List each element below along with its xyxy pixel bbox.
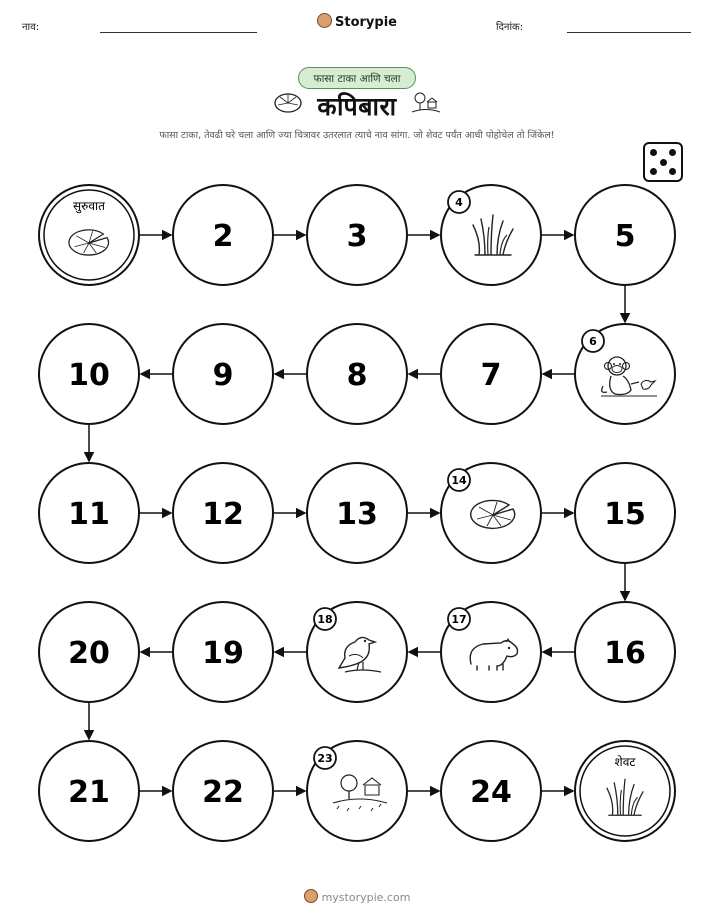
- space-number: 21: [68, 775, 110, 810]
- space-number: 13: [336, 497, 378, 532]
- space-number: 10: [68, 358, 110, 393]
- space-number: 22: [202, 775, 244, 810]
- game-tag: फासा टाका आणि चला: [298, 67, 416, 89]
- space-number: 16: [604, 636, 646, 671]
- space-number: 12: [202, 497, 244, 532]
- footer-site[interactable]: mystorypie.com: [321, 891, 411, 904]
- board-space-10[interactable]: [39, 324, 139, 424]
- board-space-15[interactable]: [575, 463, 675, 563]
- board-space-25[interactable]: [575, 741, 675, 841]
- space-number: 11: [68, 497, 110, 532]
- board-space-20[interactable]: [39, 602, 139, 702]
- board-space-18[interactable]: [307, 602, 407, 702]
- capybara-logo-icon: [304, 889, 318, 903]
- board-space-2[interactable]: [173, 185, 273, 285]
- board-space-9[interactable]: [173, 324, 273, 424]
- space-number: 20: [68, 636, 110, 671]
- board-space-23[interactable]: [307, 741, 407, 841]
- page-title: कपिबारा: [317, 92, 397, 121]
- start-label: सुरुवात: [73, 199, 105, 213]
- instructions: फासा टाका, तेवढी घरे चला आणि ज्या चित्रावर उतरलात त्याचे नाव सांगा. जो शेवट पर्यंत आधी पोहोचेल तो जिंकेल!: [159, 130, 555, 141]
- board-space-21[interactable]: [39, 741, 139, 841]
- board-space-16[interactable]: [575, 602, 675, 702]
- board-space-17[interactable]: [441, 602, 541, 702]
- board-space-24[interactable]: [441, 741, 541, 841]
- space-number: 24: [470, 775, 512, 810]
- board-space-8[interactable]: [307, 324, 407, 424]
- date-label: दिनांक:: [496, 22, 524, 33]
- space-number: 7: [480, 358, 502, 393]
- brand-name: Storypie: [335, 15, 397, 30]
- badge-number: 6: [589, 335, 597, 348]
- board-space-7[interactable]: [441, 324, 541, 424]
- footer: [0, 889, 714, 904]
- board-space-12[interactable]: [173, 463, 273, 563]
- space-number: 8: [346, 358, 368, 393]
- badge-number: 17: [451, 613, 467, 626]
- board-space-4[interactable]: [441, 185, 541, 285]
- board-space-3[interactable]: [307, 185, 407, 285]
- board-space-19[interactable]: [173, 602, 273, 702]
- space-number: 5: [614, 219, 636, 254]
- finish-label: शेवट: [614, 755, 636, 769]
- board-space-1[interactable]: [39, 185, 139, 285]
- badge-number: 18: [317, 613, 333, 626]
- space-number: 19: [202, 636, 244, 671]
- badge-number: 14: [451, 474, 467, 487]
- board-space-6[interactable]: [575, 324, 675, 424]
- space-number: 2: [212, 219, 234, 254]
- name-label: नाव:: [22, 22, 40, 33]
- badge-number: 23: [317, 752, 333, 765]
- board-space-13[interactable]: [307, 463, 407, 563]
- board-space-14[interactable]: [441, 463, 541, 563]
- board-space-22[interactable]: [173, 741, 273, 841]
- board-space-5[interactable]: [575, 185, 675, 285]
- space-number: 3: [346, 219, 368, 254]
- space-number: 9: [212, 358, 234, 393]
- space-number: 15: [604, 497, 646, 532]
- badge-number: 4: [455, 196, 463, 209]
- board-space-11[interactable]: [39, 463, 139, 563]
